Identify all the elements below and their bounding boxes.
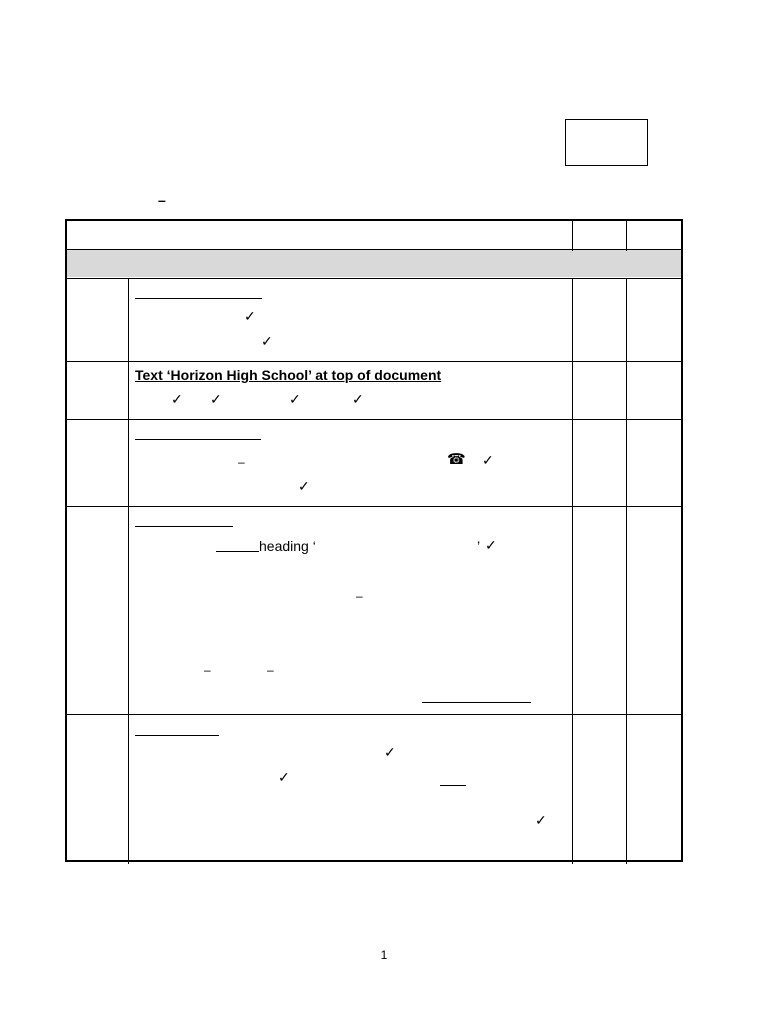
- row4-answer-line: [422, 702, 531, 703]
- row4-heading-underline: [135, 526, 233, 527]
- col-divider-2-top: [572, 221, 573, 251]
- check-icon: ✓: [278, 769, 290, 785]
- telephone-icon: ☎: [447, 451, 466, 468]
- row3-dash: –: [238, 455, 245, 469]
- title-dash: –: [158, 192, 166, 208]
- check-icon: ✓: [244, 308, 256, 324]
- check-icon: ✓: [485, 537, 497, 553]
- col-divider-1: [128, 278, 129, 864]
- row3-heading-underline: [135, 439, 261, 440]
- col-divider-3-top: [626, 221, 627, 251]
- check-icon: ✓: [210, 391, 222, 407]
- row-line-5: [67, 714, 681, 715]
- row4-blank-line: [216, 551, 259, 552]
- row-line-4: [67, 506, 681, 507]
- page-number: 1: [380, 948, 388, 962]
- row4-dash: –: [356, 589, 363, 603]
- row4-dash: –: [267, 663, 274, 677]
- row-line-3: [67, 419, 681, 420]
- row5-heading-underline: [135, 735, 219, 736]
- row4-close-quote: ’: [477, 538, 481, 554]
- check-icon: ✓: [384, 744, 396, 760]
- row4-dash: –: [204, 663, 211, 677]
- check-icon: ✓: [352, 391, 364, 407]
- check-icon: ✓: [535, 812, 547, 828]
- row5-blank-line: [440, 785, 466, 786]
- row4-heading-fragment: heading ‘: [259, 538, 316, 554]
- check-icon: ✓: [298, 478, 310, 494]
- col-divider-2: [572, 278, 573, 864]
- score-box: [565, 119, 648, 166]
- row1-heading-underline: [135, 298, 262, 299]
- check-icon: ✓: [261, 333, 273, 349]
- col-divider-3: [626, 278, 627, 864]
- row-line-1: [67, 278, 681, 279]
- row2-heading: Text ‘Horizon High School’ at top of document: [135, 367, 442, 383]
- row-line-0: [67, 249, 681, 250]
- marking-table: [65, 219, 683, 862]
- check-icon: ✓: [171, 391, 183, 407]
- row-line-2: [67, 361, 681, 362]
- check-icon: ✓: [289, 391, 301, 407]
- check-icon: ✓: [482, 452, 494, 468]
